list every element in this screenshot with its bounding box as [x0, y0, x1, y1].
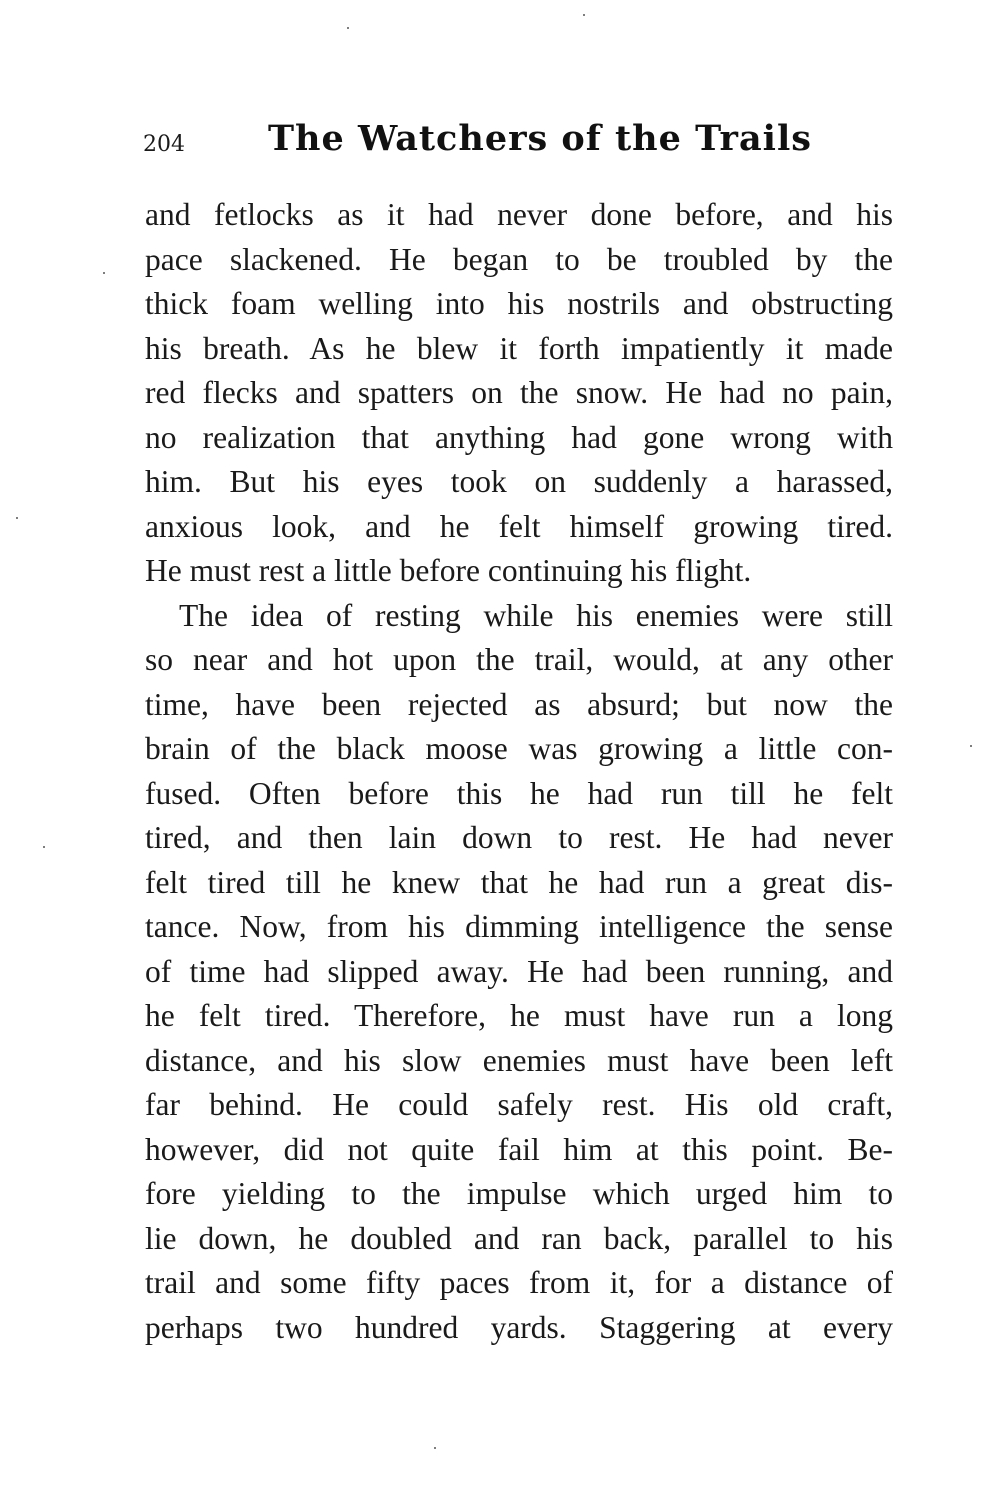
text-line: time, have been rejected as absurd; but now the [145, 686, 893, 722]
text-line: tired, and then lain down to rest. He had never [145, 820, 893, 855]
text-line: his breath. As he blew it forth impatiently it made [145, 330, 893, 366]
text-line: pace slackened. He began to be troubled by the [145, 241, 893, 277]
text-line: fore yielding to the impulse which urged him to [145, 1176, 893, 1211]
body-text [145, 193, 893, 1350]
text-line: and fetlocks as it had never done before, and his [145, 197, 893, 232]
text-line: thick foam welling into his nostrils and obstructing [145, 286, 893, 321]
text-line: him. But his eyes took on suddenly a harassed, [145, 464, 893, 499]
paragraph-2 [145, 594, 893, 1351]
scan-speck [43, 846, 45, 848]
text-line: however, did not quite fail him at this point. Be- [145, 1131, 893, 1167]
text-line: he felt tired. Therefore, he must have run a long [145, 998, 893, 1033]
text-line: far behind. He could safely rest. His old craft, [145, 1087, 893, 1122]
text-line: anxious look, and he felt himself growing tired. [145, 508, 893, 544]
text-line: felt tired till he knew that he had run a great dis- [145, 864, 893, 900]
text-line: The idea of resting while his enemies were still [179, 597, 893, 633]
text-line: He must rest a little before continuing his flight. [145, 553, 752, 588]
scan-speck [583, 14, 585, 16]
paragraph-1 [145, 193, 893, 594]
scan-speck [103, 272, 105, 274]
page-number: 204 [143, 132, 185, 157]
text-line: tance. Now, from his dimming intelligence the sense [145, 909, 893, 944]
text-line: of time had slipped away. He had been running, and [145, 953, 893, 989]
scan-speck [970, 745, 972, 747]
text-line: so near and hot upon the trail, would, at any other [145, 642, 893, 677]
text-line: brain of the black moose was growing a little con- [145, 731, 893, 766]
running-title: The Watchers of the Trails [268, 118, 812, 159]
text-line: trail and some fifty paces from it, for a distance of [145, 1265, 893, 1300]
scan-speck [16, 517, 18, 519]
text-line: distance, and his slow enemies must have been left [145, 1042, 893, 1078]
scan-speck [434, 1447, 436, 1449]
text-line: no realization that anything had gone wrong with [145, 419, 893, 455]
text-line: fused. Often before this he had run till he felt [145, 775, 893, 811]
text-line: red flecks and spatters on the snow. He had no pain, [145, 375, 893, 410]
text-line: lie down, he doubled and ran back, parallel to his [145, 1220, 893, 1256]
scan-speck [347, 27, 349, 29]
text-line: perhaps two hundred yards. Staggering at every [145, 1309, 893, 1345]
